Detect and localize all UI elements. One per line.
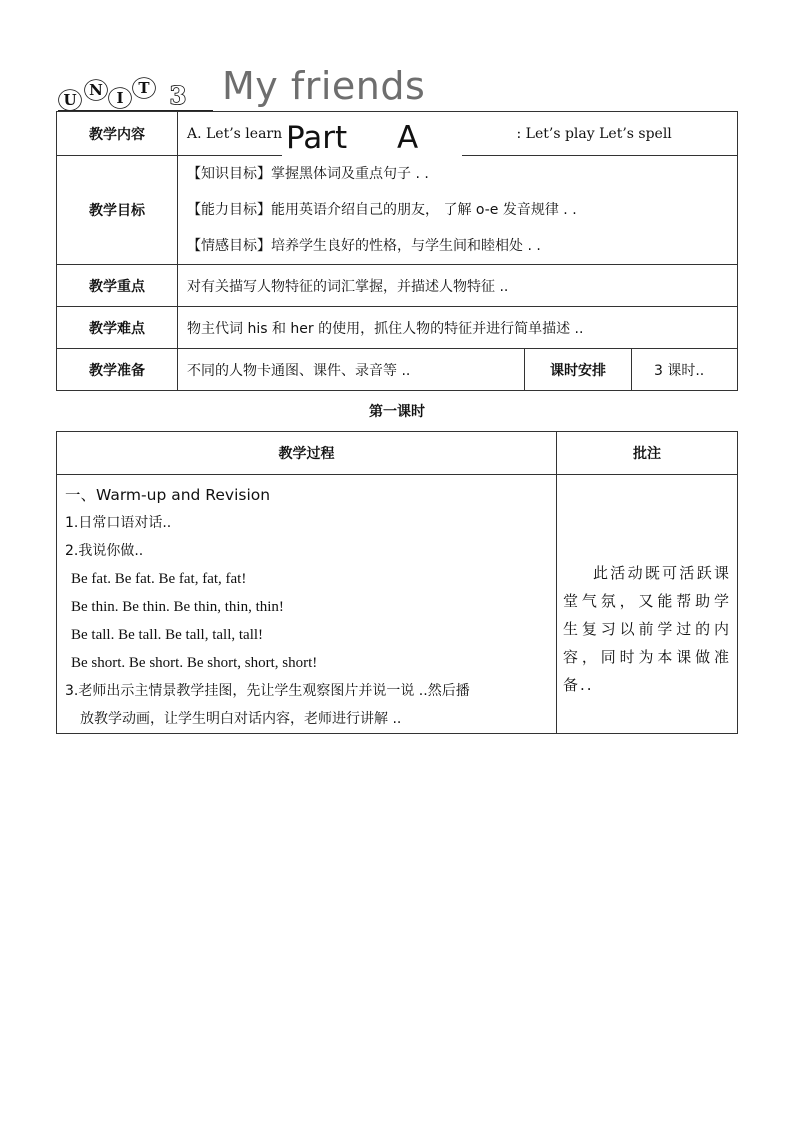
part-a-label: Part A bbox=[282, 118, 462, 158]
lesson-header-row bbox=[57, 432, 738, 475]
key-row bbox=[57, 265, 738, 307]
content-extra: : Let’s play Let’s spell bbox=[516, 125, 672, 142]
svg-text:I: I bbox=[116, 89, 124, 107]
goals-cell bbox=[178, 156, 738, 265]
process-cell bbox=[57, 475, 557, 734]
note-header: 批注 bbox=[557, 432, 738, 475]
unit-letter-u bbox=[59, 90, 81, 110]
lesson-heading: 第一课时 bbox=[369, 404, 425, 420]
svg-text:T: T bbox=[138, 79, 150, 97]
lesson-body-row bbox=[57, 475, 738, 734]
goal-knowledge: 【知识目标】掌握黑体词及重点句子 . . bbox=[187, 166, 429, 182]
note-cell bbox=[557, 475, 738, 734]
schedule-label: 课时安排 bbox=[525, 349, 632, 391]
schedule-value: 3 课时.. bbox=[632, 349, 738, 391]
chant-tall: Be tall. Be tall. Be tall, tall, tall! bbox=[71, 627, 264, 643]
goal-ability: 【能力目标】能用英语介绍自己的朋友， 了解 o-e 发音规律 . . bbox=[187, 202, 577, 218]
page-title: My friends bbox=[222, 64, 426, 108]
step-3-line-1: 3.老师出示主情景教学挂图，先让学生观察图片并说一说 ..然后播 bbox=[65, 683, 470, 699]
chant-short: Be short. Be short. Be short, short, short! bbox=[71, 655, 318, 671]
prep-row bbox=[57, 349, 738, 391]
chant-fat: Be fat. Be fat. Be fat, fat, fat! bbox=[71, 571, 247, 587]
key-label: 教学重点 bbox=[57, 265, 178, 307]
difficulty-value: 物主代词 his 和 her 的使用，抓住人物的特征并进行简单描述 .. bbox=[178, 307, 738, 349]
chant-thin: Be thin. Be thin. Be thin, thin, thin! bbox=[71, 599, 284, 615]
difficulty-label: 教学难点 bbox=[57, 307, 178, 349]
unit-letter-n bbox=[85, 80, 107, 100]
unit-letter-i bbox=[109, 88, 131, 108]
key-value: 对有关描写人物特征的词汇掌握，并描述人物特征 .. bbox=[178, 265, 738, 307]
prep-label: 教学准备 bbox=[57, 349, 178, 391]
unit-letter-t bbox=[133, 78, 155, 98]
process-header: 教学过程 bbox=[57, 432, 557, 475]
goals-row bbox=[57, 156, 738, 265]
note-text: 此活动既可活跃课堂气氛，又能帮助学生复习以前学过的内容，同时为本课做准备.. bbox=[563, 564, 731, 694]
content-label: 教学内容 bbox=[57, 112, 178, 156]
unit-number: 3 bbox=[169, 81, 187, 110]
svg-text:N: N bbox=[89, 81, 103, 99]
prep-value: 不同的人物卡通图、课件、录音等 .. bbox=[178, 349, 525, 391]
step-3-line-2: 放教学动画，让学生明白对话内容，老师进行讲解 .. bbox=[80, 711, 402, 727]
step-2: 2.我说你做.. bbox=[65, 543, 144, 559]
unit-logo bbox=[56, 64, 216, 114]
step-1: 1.日常口语对话.. bbox=[65, 515, 172, 531]
goals-label: 教学目标 bbox=[57, 156, 178, 265]
difficulty-row bbox=[57, 307, 738, 349]
content-value: A. Let’s learn bbox=[187, 125, 283, 142]
svg-text:U: U bbox=[63, 91, 77, 109]
goal-emotion: 【情感目标】培养学生良好的性格，与学生间和睦相处 . . bbox=[187, 238, 541, 254]
section-title: 一、Warm-up and Revision bbox=[65, 486, 271, 504]
lesson-table bbox=[56, 431, 738, 734]
